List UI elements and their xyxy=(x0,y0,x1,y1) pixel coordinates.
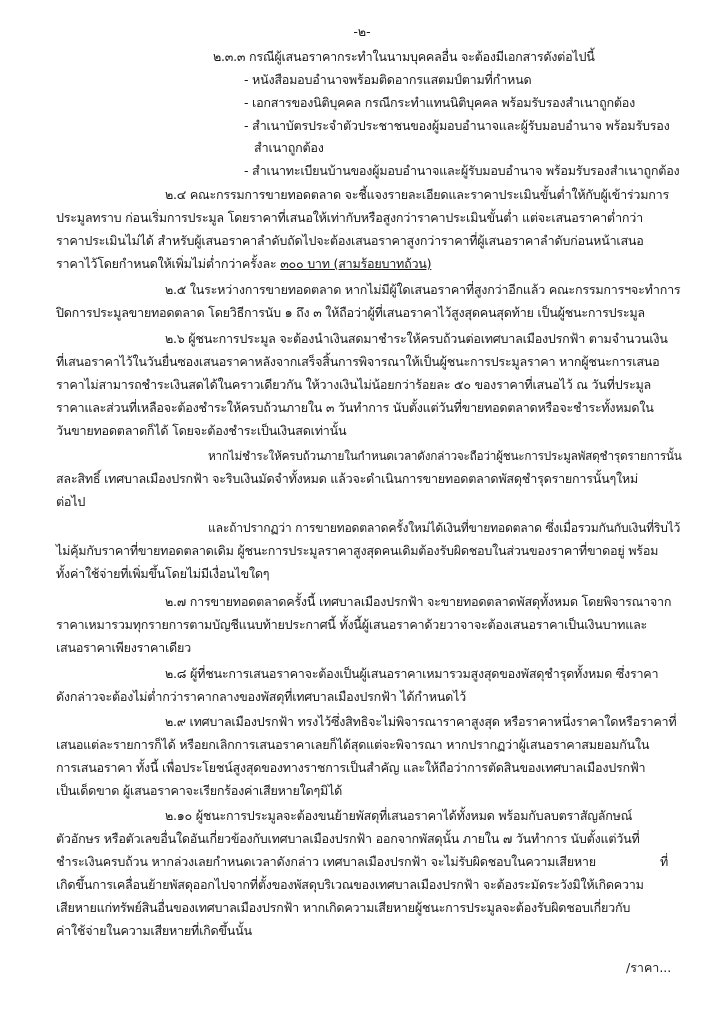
section-2-10-line: ตัวอักษร หรือตัวเลขอื่นใดอันเกี่ยวข้องกับเทศบาลเมืองปรกฟ้า ออกจากพัสดุนั้น ภายใน ๗ วันทำการ นับตั้งแต่วันที่ xyxy=(56,831,640,846)
section-2-6-line: ไม่คุ้มกับราคาที่ขายทอดตลาดเดิม ผู้ชนะการประมูลราคาสูงสุดคนเดิมต้องรับผิดชอบในส่วนของราคาที่ขาดอยู่ พร้อม xyxy=(56,543,659,558)
section-2-6-line: ต่อไป xyxy=(56,494,86,509)
minimum-increment-amount: ๓๐๐ บาท (สามร้อยบาทถ้วน) xyxy=(280,256,432,271)
section-2-10-line: เสียหายแก่ทรัพย์สินอื่นของเทศบาลเมืองปรกฟ้า หากเกิดความเสียหายผู้ชนะการประมูลจะต้องรับผิดชอบเกี่ยวกับ xyxy=(56,900,631,915)
section-2-6-line: ที่เสนอราคาไว้ในวันยื่นซองเสนอราคาหลังจากเสร็จสิ้นการพิจารณาให้เป็นผู้ชนะการประมูลราคา หากผู้ชนะการเสนอ xyxy=(56,354,660,369)
section-2-5-line: ปิดการประมูลขายทอดตลาด โดยวิธีการนับ ๑ ถึง ๓ ให้ถือว่าผู้ที่เสนอราคาไว้สูงสุดคนสุดท้าย เป็นผู้ชนะการประมูล xyxy=(56,305,645,320)
section-2-4-line: ๒.๔ คณะกรรมการขายทอดตลาด จะชี้แจงรายละเอียดและราคาประเมินขั้นต่ำให้กับผู้เข้าร่วมการ xyxy=(165,187,670,202)
section-2-10-line-end: ที่ xyxy=(660,854,669,869)
section-2-3-3-heading: ๒.๓.๓ กรณีผู้เสนอราคากระทำในนามบุคคลอื่น จะต้องมีเอกสารดังต่อไปนี้ xyxy=(213,49,595,64)
section-2-10-line: เกิดขึ้นการเคลื่อนย้ายพัสดุออกไปจากที่ตั้งของพัสดุบริเวณของเทศบาลเมืองปรกฟ้า จะต้องระมัดระวังมิให้เกิดความ xyxy=(56,877,644,892)
section-2-6-line: ทั้งค่าใช้จ่ายที่เพิ่มขึ้นโดยไม่มีเงื่อนไขใดๆ xyxy=(56,566,270,581)
section-2-6-line: ๒.๖ ผู้ชนะการประมูล จะต้องนำเงินสดมาชำระให้ครบถ้วนต่อเทศบาลเมืองปรกฟ้า ตามจำนวนเงิน xyxy=(165,331,668,346)
section-2-8-line: ๒.๘ ผู้ที่ชนะการเสนอราคาจะต้องเป็นผู้เสนอราคาเหมารวมสูงสุดของพัสดุชำรุดทั้งหมด ซึ่งราคา xyxy=(165,666,659,681)
section-2-6-line: วันขายทอดตลาดก็ได้ โดยจะต้องชำระเป็นเงินสดเท่านั้น xyxy=(56,423,347,438)
section-2-4-line xyxy=(56,256,431,272)
section-2-6-line: สละสิทธิ์ เทศบาลเมืองปรกฟ้า จะริบเงินมัดจำทั้งหมด แล้วจะดำเนินการขายทอดตลาดพัสดุชำรุดรายการนั้นๆใหม่ xyxy=(56,471,638,486)
section-2-9-line: การเสนอราคา ทั้งนี้ เพื่อประโยชน์สูงสุดของทางราชการเป็นสำคัญ และให้ถือว่าการตัดสินของเทศบาลเมืองปรกฟ้า xyxy=(56,760,646,775)
section-2-9-line: เป็นเด็ดขาด ผู้เสนอราคาจะเรียกร้องค่าเสียหายใดๆมิได้ xyxy=(56,783,343,798)
section-2-6-line: หากไม่ชำระให้ครบถ้วนภายในกำหนดเวลาดังกล่าวจะถือว่าผู้ชนะการประมูลพัสดุชำรุดรายการนั้น xyxy=(208,449,682,463)
section-2-6-line: ราคาและส่วนที่เหลือจะต้องชำระให้ครบถ้วนภายใน ๓ วันทำการ นับตั้งแต่วันที่ขายทอดตลาดหรือจะชำระทั้งหมดใน xyxy=(56,400,654,415)
section-2-10-line: ค่าใช้จ่ายในความเสียหายที่เกิดขึ้นนั้น xyxy=(56,923,252,938)
page-number: -๒- xyxy=(353,24,371,39)
section-2-6-line: และถ้าปรากฏว่า การขายทอดตลาดครั้งใหม่ได้เงินที่ขายทอดตลาด ซึ่งเมื่อรวมกันกับเงินที่ริบไว้ xyxy=(208,521,681,535)
section-2-7-line: เสนอราคาเพียงราคาเดียว xyxy=(56,640,191,655)
section-2-4-text: ราคาไว้โดยกำหนดให้เพิ่มไม่ต่ำกว่าครั้งละ xyxy=(56,256,277,271)
section-2-9-line: ๒.๙ เทศบาลเมืองปรกฟ้า ทรงไว้ซึ่งสิทธิจะไม่พิจารณาราคาสูงสุด หรือราคาหนึ่งราคาใดหรือราคาที่ xyxy=(165,714,677,729)
section-2-4-line: ราคาประเมินไม่ได้ สำหรับผู้เสนอราคาลำดับถัดไปจะต้องเสนอราคาสูงกว่าราคาที่ผู้เสนอราคาลำดับก่อนหน้าเสนอ xyxy=(56,233,644,248)
continuation-marker: /ราคา... xyxy=(626,960,672,975)
list-item: - หนังสือมอบอำนาจพร้อมติดอากรแสตมป์ตามที่กำหนด xyxy=(244,72,532,87)
section-2-7-line: ราคาเหมารวมทุกรายการตามบัญชีแนบท้ายประกาศนี้ ทั้งนี้ผู้เสนอราคาด้วยวาจาจะต้องเสนอราคาเป็นเงินบาทและ xyxy=(56,617,648,632)
list-item: - สำเนาทะเบียนบ้านของผู้มอบอำนาจและผู้รับมอบอำนาจ พร้อมรับรองสำเนาถูกต้อง xyxy=(244,163,680,178)
list-item: - สำเนาบัตรประจำตัวประชาชนของผู้มอบอำนาจและผู้รับมอบอำนาจ พร้อมรับรอง xyxy=(244,118,670,133)
section-2-4-line: ประมูลทราบ ก่อนเริ่มการประมูล โดยราคาที่เสนอให้เท่ากับหรือสูงกว่าราคาประเมินขั้นต่ำ แต่จะเสนอราคาต่ำกว่า xyxy=(56,210,643,225)
section-2-8-line: ดังกล่าวจะต้องไม่ต่ำกว่าราคากลางของพัสดุที่เทศบาลเมืองปรกฟ้า ได้กำหนดไว้ xyxy=(56,689,466,704)
section-2-9-line: เสนอแต่ละรายการก็ได้ หรือยกเลิกการเสนอราคาเลยก็ได้สุดแต่จะพิจารณา หากปรากฏว่าผู้เสนอราคาสมยอมกันใน xyxy=(56,737,650,752)
section-2-5-line: ๒.๕ ในระหว่างการขายทอดตลาด หากไม่มีผู้ใดเสนอราคาที่สูงกว่าอีกแล้ว คณะกรรมการฯจะทำการ xyxy=(165,282,681,297)
section-2-6-line: ราคาไม่สามารถชำระเงินสดได้ในคราวเดียวกัน ให้วางเงินไม่น้อยกว่าร้อยละ ๕๐ ของราคาที่เสนอไว้ ณ วันที่ประมูล xyxy=(56,377,652,392)
section-2-10-line: ๒.๑๐ ผู้ชนะการประมูลจะต้องขนย้ายพัสดุที่เสนอราคาได้ทั้งหมด พร้อมกับลบตราสัญลักษณ์ xyxy=(165,808,633,823)
list-item: - เอกสารของนิติบุคคล กรณีกระทำแทนนิติบุคคล พร้อมรับรองสำเนาถูกต้อง xyxy=(244,95,636,110)
section-2-10-line: ชำระเงินครบถ้วน หากล่วงเลยกำหนดเวลาดังกล่าว เทศบาลเมืองปรกฟ้า จะไม่รับผิดชอบในความเสียหาย xyxy=(56,854,596,869)
list-item: สำเนาถูกต้อง xyxy=(254,140,324,155)
section-2-7-line: ๒.๗ การขายทอดตลาดครั้งนี้ เทศบาลเมืองปรกฟ้า จะขายทอดตลาดพัสดุทั้งหมด โดยพิจารณาจาก xyxy=(165,594,672,609)
